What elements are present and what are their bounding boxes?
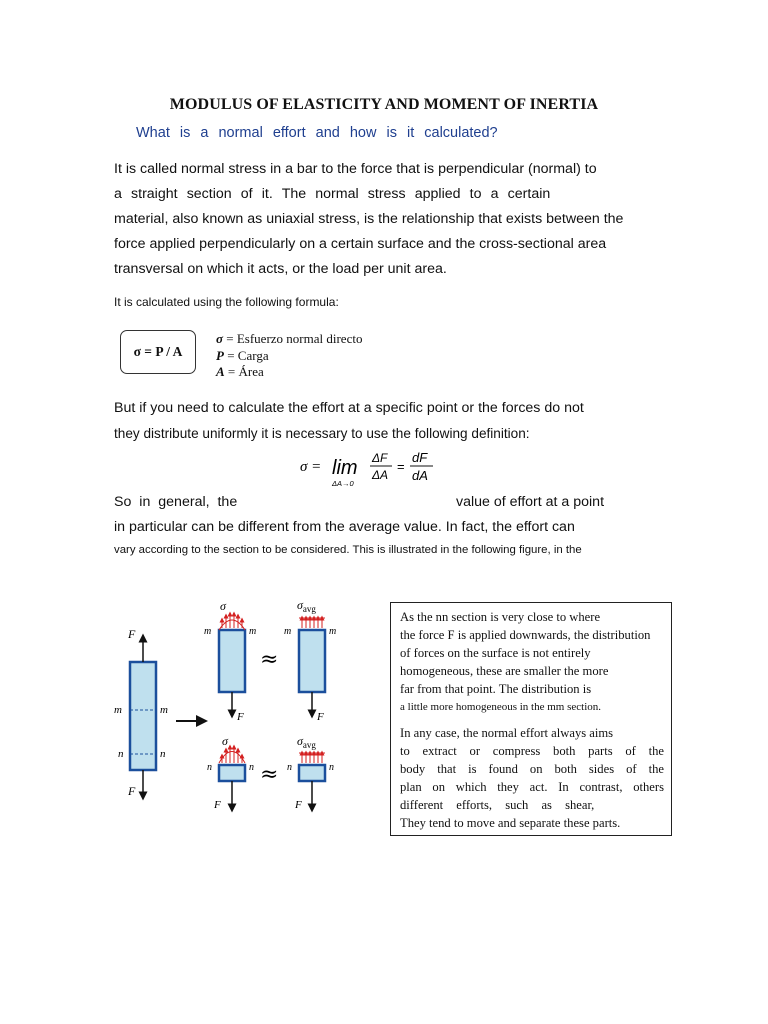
paragraph-2-line-2: they distribute uniformly it is necessary to use the following definition: [114, 426, 530, 441]
box-line-a1: As the nn section is very close to where [400, 610, 601, 624]
upper-sigma-curve [219, 620, 245, 630]
page-title: MODULUS OF ELASTICITY AND MOMENT OF INERTIA [169, 96, 599, 113]
box-line-a3: of forces on the surface is not entirely [400, 646, 591, 660]
eq-equals: = [397, 459, 405, 474]
label-F-l1: F [214, 799, 221, 811]
label-m-left: m [114, 704, 122, 716]
figure-explanation-box [390, 602, 672, 836]
label-n-l4: n [329, 762, 334, 773]
box-line-b5: different efforts, such as shear, [400, 798, 595, 812]
label-F-u2: F [317, 711, 324, 723]
approx-upper: ≈ [260, 647, 279, 672]
box-line-b6: They tend to move and separate these parts. [400, 816, 621, 830]
upper-sigma-arrows [222, 614, 242, 628]
label-sigma-avg-upper: $\sigma_{avg}$ [297, 598, 316, 614]
label-m-right: m [160, 704, 168, 716]
label-n-right: n [160, 748, 166, 760]
upper-avg-arrows [302, 618, 322, 628]
eq-frac1-den: ΔA [372, 468, 389, 482]
section-question: What is a normal effort and how is it calculated? [136, 125, 498, 141]
paragraph-3-line-1-right: value of effort at a point [456, 494, 605, 510]
lower-bar-sigma [219, 765, 245, 781]
eq-frac1-num: ΔF [372, 451, 388, 465]
eq-lim-sub: ΔA→0 [332, 479, 354, 488]
label-m-u1: m [204, 626, 212, 637]
formula-intro: It is calculated using the following formula: [114, 295, 339, 309]
legend-load: P = Carga [216, 347, 269, 363]
box-line-a6: a little more homogeneous in the mm section. [400, 701, 602, 713]
legend-stress: σ = Esfuerzo normal directo [216, 331, 363, 346]
box-line-a4: homogeneous, these are smaller the more [400, 664, 609, 678]
lower-bar-avg [299, 765, 325, 781]
box-line-a2: the force F is applied downwards, the distribution [400, 628, 651, 642]
lower-sigma-curve [219, 752, 245, 764]
paragraph-1-line-1: It is called normal stress in a bar to the force that is perpendicular (normal) to [114, 161, 597, 177]
paragraph-1-line-3: material, also known as uniaxial stress, is the relationship that exists between the [114, 211, 624, 227]
approx-lower: ≈ [260, 762, 279, 787]
label-F-top: F [128, 627, 136, 641]
lower-avg-arrows [302, 753, 322, 763]
label-F-bottom: F [128, 784, 136, 798]
label-m-u4: m [329, 626, 337, 637]
box-line-b1: In any case, the normal effort always aims [400, 726, 614, 740]
label-sigma-avg-lower: $\sigma_{avg}$ [297, 734, 316, 750]
paragraph-3-line-2: in particular can be different from the average value. In fact, the effort can [114, 519, 575, 535]
eq-frac2-den: dA [412, 468, 428, 483]
box-line-b4: plan on which they act. In contrast, others [400, 780, 664, 794]
label-sigma-upper: σ [220, 599, 226, 613]
label-F-u1: F [237, 711, 244, 723]
label-sigma-lower: σ [222, 734, 228, 748]
paragraph-1-line-2: a straight section of it. The normal stress applied to a certain [114, 186, 551, 202]
paragraph-2-line-1: But if you need to calculate the effort at a specific point or the forces do not [114, 400, 584, 416]
box-line-b3: body that is found on both sides of the [400, 762, 664, 776]
label-n-l1: n [207, 762, 212, 773]
stress-formula-box: σ = P / A [120, 330, 196, 374]
legend-area: A = Área [216, 364, 264, 379]
eq-sigma: σ = [300, 459, 322, 475]
label-n-l3: n [287, 762, 292, 773]
eq-frac2-num: dF [412, 450, 428, 465]
box-line-b2: to extract or compress both parts of the [400, 744, 664, 758]
paragraph-3-line-3: vary according to the section to be considered. This is illustrated in the following figure, in the [114, 544, 582, 556]
paragraph-1-line-4: force applied perpendicularly on a certain surface and the cross-sectional area [114, 236, 607, 252]
paragraph-3-line-1-left: So in general, the [114, 494, 238, 510]
upper-bar-sigma [219, 630, 245, 692]
upper-bar-avg [299, 630, 325, 692]
stress-distribution-figure [110, 594, 360, 819]
box-line-a5: far from that point. The distribution is [400, 682, 592, 696]
label-F-l2: F [295, 799, 302, 811]
stress-limit-equation [300, 448, 440, 492]
label-n-left: n [118, 748, 124, 760]
paragraph-1-line-5: transversal on which it acts, or the load per unit area. [114, 261, 447, 277]
label-n-l2: n [249, 762, 254, 773]
eq-lim: lim [332, 457, 358, 479]
label-m-u2: m [249, 626, 257, 637]
label-m-u3: m [284, 626, 292, 637]
formula-legend [216, 331, 362, 381]
